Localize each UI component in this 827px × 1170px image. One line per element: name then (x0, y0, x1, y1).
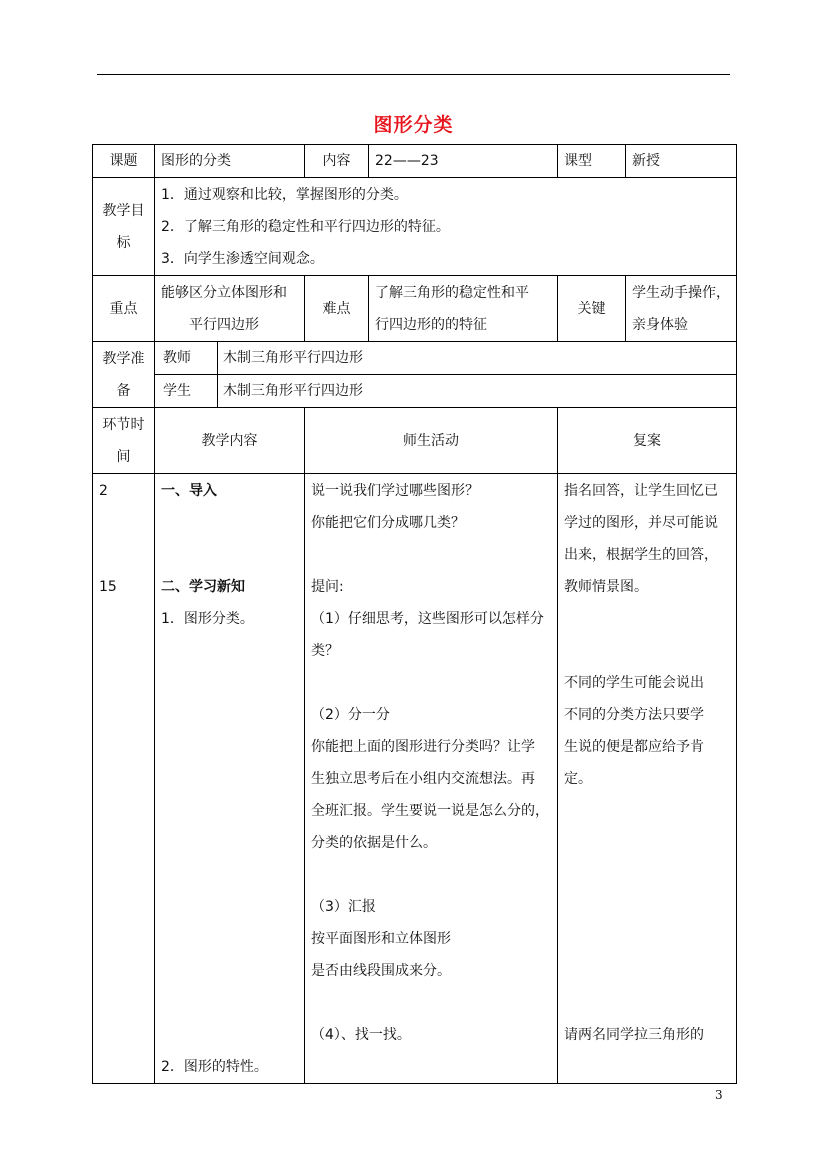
activity-line: 生独立思考后在小组内交流想法。再 (311, 771, 535, 787)
activity-line: 分类的依据是什么。 (311, 835, 437, 851)
content-value: 22——23 (369, 145, 558, 178)
review-line: 出来，根据学生的回答， (564, 547, 718, 563)
prep-student-row (93, 375, 737, 408)
topic-value: 图形的分类 (155, 145, 305, 178)
activity-line: 全班汇报。学生要说一说是怎么分的， (311, 803, 549, 819)
goals-list (155, 178, 737, 276)
section-heading: 一、导入 (161, 483, 217, 499)
activity-line: 你能把上面的图形进行分类吗？让学 (311, 739, 535, 755)
activity-line: 提问: (311, 579, 344, 595)
time-entry: 2 (99, 483, 108, 499)
activity-line: 按平面图形和立体图形 (311, 931, 451, 947)
header-rule (97, 74, 730, 75)
lesson-plan-table (92, 144, 737, 1084)
review-cell (558, 474, 737, 1084)
activity-header: 师生活动 (305, 408, 558, 474)
section-heading: 二、学习新知 (161, 579, 245, 595)
activity-line: 类？ (311, 643, 339, 659)
content-item: 1．图形分类。 (161, 611, 254, 627)
goals-label: 教学目 标 (93, 178, 155, 276)
review-line: 定。 (564, 771, 592, 787)
goal-item: 1．通过观察和比较，掌握图形的分类。 (161, 186, 408, 203)
activity-line: （3）汇报 (311, 899, 376, 915)
student-label: 学生 (155, 375, 218, 407)
time-header: 环节时 间 (93, 408, 155, 474)
review-line: 学过的图形，并尽可能说 (564, 515, 718, 531)
topic-row (93, 145, 737, 178)
activity-line: （2）分一分 (311, 707, 390, 723)
content-cell (155, 474, 305, 1084)
review-line: 指名回答，让学生回忆已 (564, 483, 718, 499)
activity-line: 说一说我们学过哪些图形？ (311, 483, 479, 499)
review-line: 不同的学生可能会说出 (564, 675, 704, 691)
lesson-type-value: 新授 (626, 145, 737, 178)
goals-row (93, 178, 737, 276)
activity-line: （4）、找一找。 (311, 1027, 411, 1043)
process-row (93, 474, 737, 1084)
review-line: 生说的便是都应给予肯 (564, 739, 704, 755)
difficulty-label: 难点 (305, 276, 369, 342)
activity-cell (305, 474, 558, 1084)
content-header: 教学内容 (155, 408, 305, 474)
review-line: 请两名同学拉三角形的 (564, 1027, 704, 1043)
activity-line: 你能把它们分成哪几类？ (311, 515, 465, 531)
process-header-row (93, 408, 737, 474)
student-materials: 木制三角形平行四边形 (223, 383, 363, 399)
key-factor-label: 关键 (558, 276, 626, 342)
content-label: 内容 (305, 145, 369, 178)
time-cell (93, 474, 155, 1084)
teacher-label: 教师 (155, 342, 218, 374)
content-item: 2．图形的特性。 (161, 1059, 268, 1075)
document-title: 图形分类 (373, 114, 454, 136)
activity-line: 是否由线段围成来分。 (311, 963, 451, 979)
key-point-label: 重点 (93, 276, 155, 342)
prep-label: 教学准 备 (93, 342, 155, 408)
key-points-row (93, 276, 737, 342)
activity-line: （1）仔细思考，这些图形可以怎样分 (311, 611, 544, 627)
time-entry: 15 (99, 579, 117, 595)
key-point-value: 能够区分立体图形和 平行四边形 (155, 276, 305, 342)
topic-label: 课题 (93, 145, 155, 178)
key-factor-value: 学生动手操作， 亲身体验 (626, 276, 737, 342)
teacher-materials: 木制三角形平行四边形 (223, 350, 363, 366)
goal-item: 2．了解三角形的稳定性和平行四边形的特征。 (161, 218, 450, 235)
lesson-type-label: 课型 (558, 145, 626, 178)
difficulty-value: 了解三角形的稳定性和平 行四边形的的特征 (369, 276, 558, 342)
review-line: 不同的分类方法只要学 (564, 707, 704, 723)
page-number: 3 (715, 1088, 723, 1102)
review-line: 教师情景图。 (564, 579, 648, 595)
review-header: 复案 (558, 408, 737, 474)
prep-teacher-row (93, 342, 737, 375)
goal-item: 3．向学生渗透空间观念。 (161, 250, 324, 267)
